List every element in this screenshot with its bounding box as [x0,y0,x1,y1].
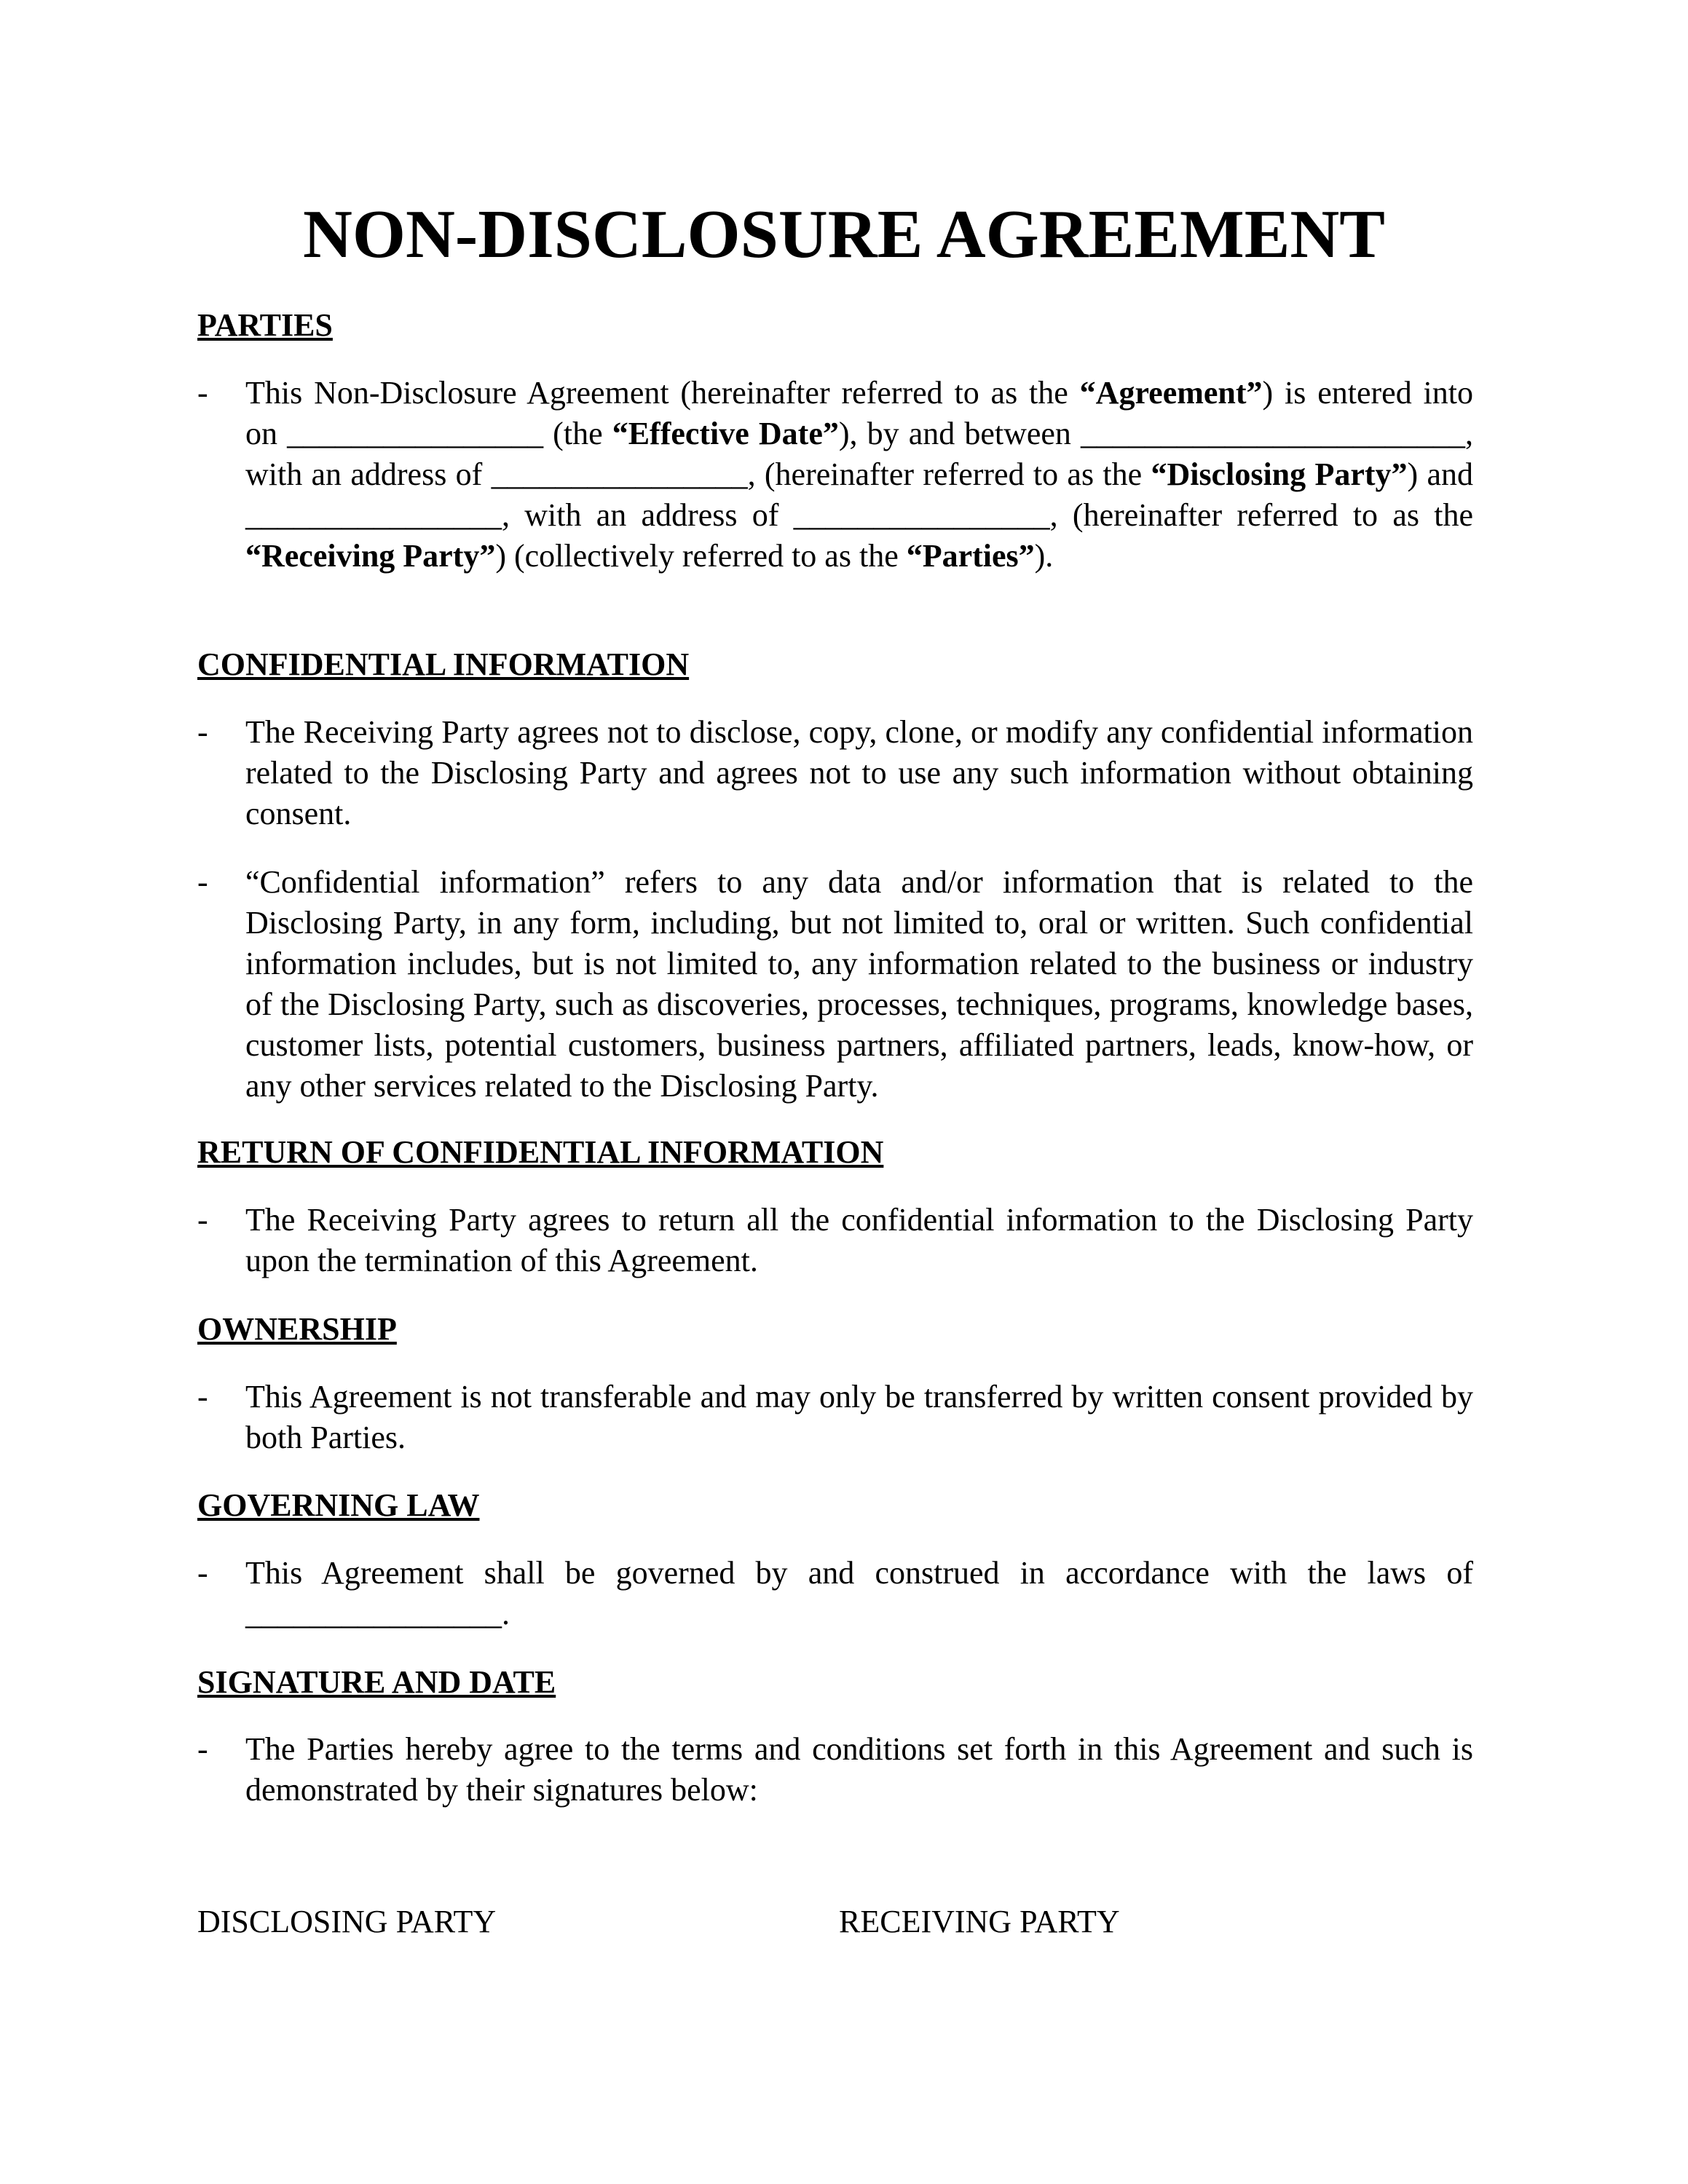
bullet-dash: - [197,1379,208,1415]
bullet-dash: - [197,1555,208,1591]
text-segment: , (hereinafter referred to as the [747,456,1151,492]
clause-text: The Parties hereby agree to the terms and conditions set forth in this Agreement and such is demonstrated by their signatures below: [245,1731,1473,1808]
term-agreement: “Agreement” [1079,375,1263,411]
parties-text [245,373,1473,577]
heading-return-of-confidential-information: RETURN OF CONFIDENTIAL INFORMATION [197,1134,884,1170]
heading-signature-and-date: SIGNATURE AND DATE [197,1664,556,1700]
text-segment: ). [1034,538,1054,574]
text-segment: ) (collectively referred to as the [495,538,907,574]
text-segment: , (hereinafter referred to as the [1049,497,1473,533]
term-parties: “Parties” [906,538,1035,574]
bullet-dash: - [197,1202,208,1238]
blank-effective-date: ________________ [287,416,544,451]
heading-ownership: OWNERSHIP [197,1311,397,1347]
bullet-dash: - [197,375,208,411]
parties-clause [197,373,1473,577]
bullet-dash: - [197,1731,208,1767]
text-segment: This Non-Disclosure Agreement (hereinafter referred to as the [245,375,1080,411]
text-segment: (the [543,416,612,451]
text-segment: ) is entered into on [245,375,1474,451]
clause-text: This Agreement is not transferable and may only be transferred by written consent provided by both Parties. [245,1379,1473,1455]
blank-receiving-name: ________________ [245,497,502,533]
disclosing-party-signature-label: DISCLOSING PARTY [197,1904,497,1939]
heading-governing-law: GOVERNING LAW [197,1487,480,1523]
receiving-party-signature-label: RECEIVING PARTY [839,1904,1120,1939]
return-clause [197,1200,1473,1281]
blank-receiving-address: ________________ [793,497,1050,533]
heading-confidential-information: CONFIDENTIAL INFORMATION [197,646,690,682]
text-segment: ) and [1407,456,1473,492]
text-segment: ), by and between [838,416,1081,451]
heading-parties: PARTIES [197,307,333,343]
bullet-dash: - [197,864,208,900]
confidential-clause-1 [197,712,1473,834]
term-receiving-party: “Receiving Party” [245,538,496,574]
ownership-clause [197,1377,1473,1458]
clause-text: This Agreement shall be governed by and construed in accordance with the laws of ________________. [245,1555,1473,1631]
bullet-dash: - [197,714,208,750]
governing-law-clause [197,1553,1473,1634]
clause-text: “Confidential information” refers to any data and/or information that is related to the Disclosing Party, in any form, including, but not limited to, oral or written. Such confidential information includes, but is not limited to, any information related to the business or industry of the Disclosing Party, such as discoveries, processes, techniques, programs, knowledge bases, customer lists, potential customers, business partners, affiliated partners, leads, know-how, or any other services related to the Disclosing Party. [245,864,1473,1104]
term-effective-date: “Effective Date” [612,416,839,451]
blank-disclosing-name: ________________________ [1081,416,1465,451]
text-segment: , with an address of [502,497,794,533]
document-title: NON-DISCLOSURE AGREEMENT [303,197,1385,272]
text-segment: , with an address of [245,416,1473,492]
clause-text: The Receiving Party agrees to return all the confidential information to the Disclosing Party upon the termination of this Agreement. [245,1202,1473,1278]
clause-text: The Receiving Party agrees not to disclose, copy, clone, or modify any confidential information related to the Disclosing Party and agrees not to use any such information without obtaining consent. [245,714,1473,831]
term-disclosing-party: “Disclosing Party” [1151,456,1408,492]
confidential-clause-2 [197,862,1473,1107]
blank-disclosing-address: ________________ [491,456,748,492]
signature-clause [197,1729,1473,1811]
